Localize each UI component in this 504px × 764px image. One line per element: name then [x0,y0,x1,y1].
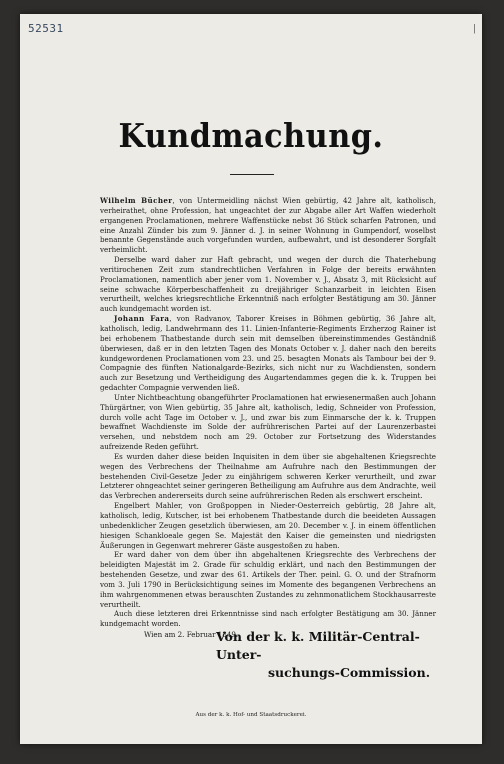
paragraph [100,550,436,609]
paragraph-text: Unter Nichtbeachtung obangeführter Proclamationen hat erwiesenermaßen auch Johann Thürgärtner, von Wien gebürtig, 35 Jahre alt, katholisch, ledig, Schneider von Profession, durch volle acht Tage im October v. J., und zwar bis zum Einmarsche der k. k. Truppen bewaffnet Wachdienste im Solde der aufrührerischen Partei auf der Laurenzerbastei versehen, und nebstdem noch am 29. October zur Fortsetzung des Widerstandes aufreizende Reden geführt. [100,392,436,452]
paragraph [100,609,436,629]
date-line: Wien am 2. Februar 1849. [144,630,239,640]
title-divider [230,174,274,175]
printer-imprint: Aus der k. k. Hof- und Staatsdruckerei. [195,712,307,718]
document-title: Kundmachung. [118,116,384,155]
document-sheet [20,14,482,744]
paragraph [100,255,436,314]
document-body [100,196,436,640]
archive-number: 52531 [28,22,64,35]
paragraph-lead: Wilhelm Bücher [100,196,173,205]
signature-line-1: Von der k. k. Militär-Central-Unter- [216,629,420,662]
paragraph-text: Engelbert Mahler, von Großpoppen in Nieder-Oesterreich gebürtig, 28 Jahre alt, katholisch, ledig, Kutscher, ist bei erhobenem Thatbestande durch die beeideten Aussagen unbedenklicher Zeugen gesetzlich überwiesen, am 20. December v. J. in einem öffentlichen hiesigen Schankloeale gegen Se. Majestät den Kaiser die gemeinsten und niedrigsten Äußerungen in Gegenwart mehrerer Gäste ausgestoßen zu haben. [100,501,436,550]
paragraph-lead: Johann Fara [114,314,170,324]
issuer-signature [216,628,448,682]
paragraph [100,393,436,452]
paragraph-text: Derselbe ward daher zur Haft gebracht, und wegen der durch die Thaterhebung veritirochenen Zeit zum standrechtlichen Verfahren in Folge der bereits erwähnten Proclamationen, namentlich aber jener vom 1. November v. J., Absatz 3, mit Rücksicht auf seine schwache Körperbeschaffenheit zu dreijähriger Schanzarbeit in leichten Eisen verurtheilt, welches kriegsrechtliche Erkenntniß nach erfolgter Bestätigung am 30. Jänner auch kundgemacht worden ist. [100,255,436,314]
paragraph [100,196,436,255]
corner-mark: | [472,24,476,34]
paragraph [100,314,436,393]
paragraph-text: Er ward daher von dem über ihn abgehaltenen Kriegsrechte des Verbrechens der beleidigten Majestät im 2. Grade für schuldig erklärt, und nach den Bestimmungen der bestehenden Gesetze, und zwar des 61. Artikels der Ther. peinl. G. O. und der Strafnorm vom 3. Juli 1790 in Berücksichtigung seines im Momente des begangenen Verbrechens an ihm wahrgenommenen etwas berauschten Zustandes zu zehnmonatlichem Stockhausarreste verurtheilt. [100,550,436,609]
paragraph-text: , von Untermeidling nächst Wien gebürtig, 42 Jahre alt, katholisch, verheirathet, ohne Profession, hat ungeachtet der zur Abgabe aller Art Waffen wiederholt ergangenen Proclamationen, mehrere Waffenstücke nebst 36 Stück scharfen Patronen, und eine Anzahl Zünder bis zum 9. Jänner d. J. in seiner Wohnung in Gumpendorf, woselbst benannte Gegenstände auch vorgefunden wurden, aufbewahrt, und ist desonderer Sorgfalt verheimlicht. [100,196,436,255]
paragraph-text: Auch diese letzteren drei Erkenntnisse sind nach erfolgter Bestätigung am 30. Jänner kundgemacht worden. [100,609,436,629]
paragraph [100,452,436,501]
paragraph-text: Es wurden daher diese beiden Inquisiten in dem über sie abgehaltenen Kriegsrechte wegen des Verbrechens der Theilnahme am Aufruhre nach den Bestimmungen der bestehenden Civil-Gesetze Jeder zu einjährigem schweren Kerker verurtheilt, und zwar Letzterer ohngeachtet seiner geringeren Betheiligung am Aufruhre aus dem Andrachte, weil das Verbrechen andererseits durch seine aufrührerischen Reden als erschwert erscheint. [100,451,436,501]
signature-line-2: suchungs-Commission. [268,665,431,680]
paragraph-text: , von Radvanov, Taborer Kreises in Böhmen gebürtig, 36 Jahre alt, katholisch, ledig, Landwehrmann des 11. Linien-Infanterie-Regiments Erzherzog Rainer ist bei erhobenem Thatbestande durch sein mit demselben übereinstimmendes Geständniß überwiesen, daß er in den letzten Tagen des Monats October v. J. daher nach den bereits kundgewordenen Proclamationen vom 23. und 25. besagten Monats als Tambour bei der 9. Compagnie des fünften Nationalgarde-Bezirks, sich nicht nur zu Wachdiensten, sondern auch zur Besetzung und Vertheidigung des Augartendammes gegen die k. k. Truppen bei gedachter Compagnie verwenden ließ. [100,314,436,393]
paragraph [100,501,436,550]
